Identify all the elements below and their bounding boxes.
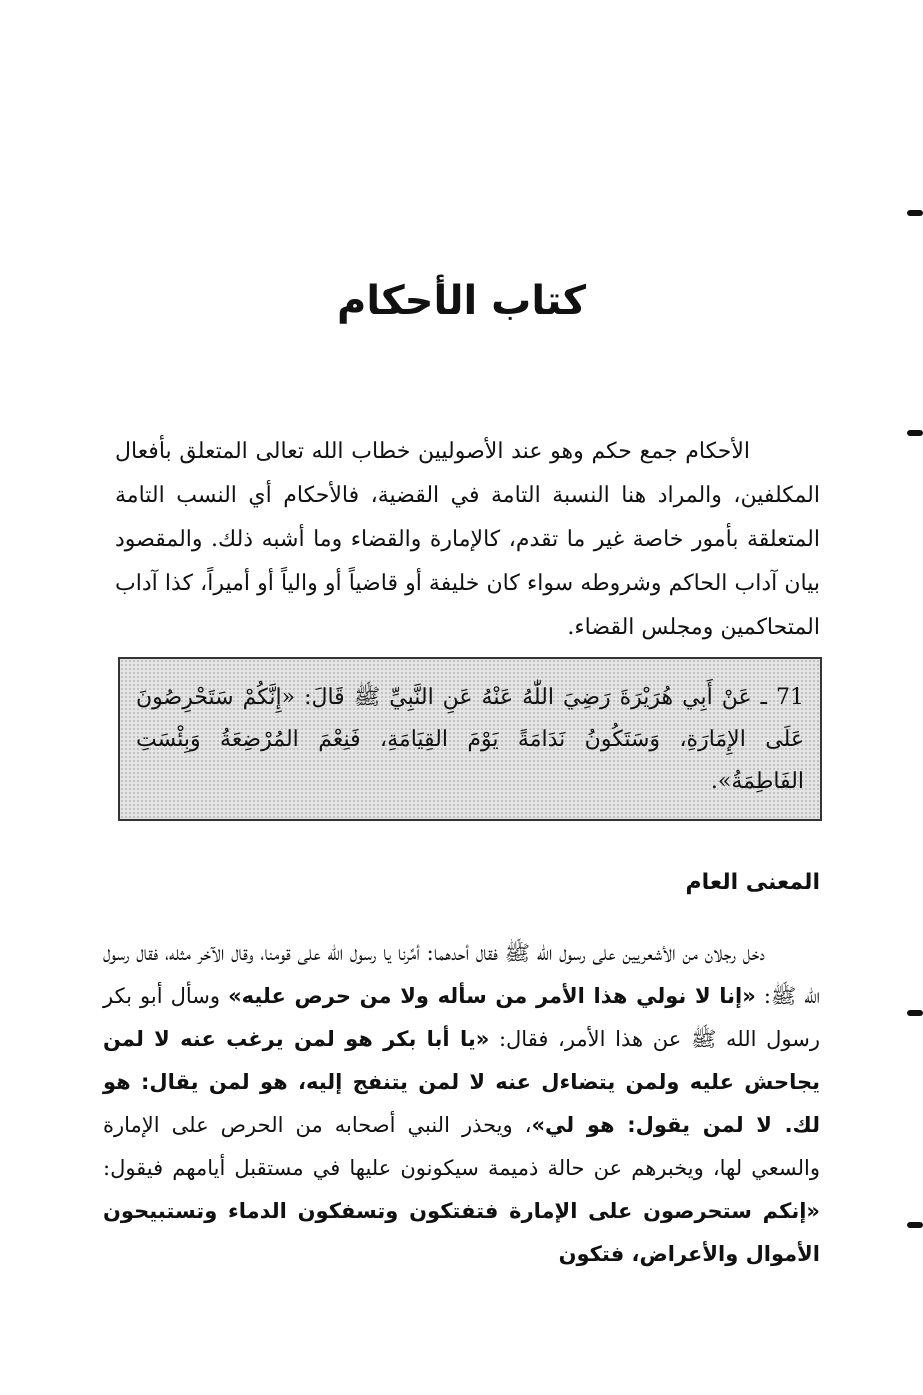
- body-quote: «إنكم ستحرصون على الإمارة فتفتكون وتسفكون الدماء وتستبيحون الأموال والأعراض، فتكون: [103, 1199, 820, 1266]
- hadith-text: 71 ـ عَنْ أَبِي هُرَيْرَةَ رَضِيَ اللّٰهُ عَنْهُ عَنِ النَّبِيِّ ﷺ قَالَ: «إِنَّكُمْ سَتَحْرِصُونَ عَلَى الإِمَارَةِ، وَسَتَكُونُ نَدَامَةً يَوْمَ القِيَامَةِ، فَنِعْمَ المُرْضِعَةُ وَبِئْسَتِ الفَاطِمَةُ».: [136, 685, 804, 794]
- body-segment: دخل رجلان من الأشعريين على رسول الله ﷺ فقال أحدهما: أمِّرنا يا رسول الله على قومنا، وقال الآخر مثله، فقال رسول الله ﷺ:: [103, 941, 820, 1008]
- body-paragraph: [103, 932, 820, 1276]
- margin-mark: [907, 1222, 923, 1228]
- chapter-title: كتاب الأحكام: [337, 278, 586, 324]
- intro-text: الأحكام جمع حكم وهو عند الأصوليين خطاب الله تعالى المتعلق بأفعال المكلفين، والمراد هنا النسبة التامة في القضية، فالأحكام أي النسب التامة المتعلقة بأمور خاصة غير ما تقدم، كالإمارة والقضاء وما أشبه ذلك. والمقصود بيان آداب الحاكم وشروطه سواء كان خليفة أو قاضياً أو والياً أو أميراً، كذا آداب المتحاكمين ومجلس القضاء.: [115, 439, 820, 640]
- section-heading: المعنى العام: [685, 870, 820, 895]
- intro-paragraph: [115, 430, 820, 650]
- margin-mark: [907, 1010, 923, 1016]
- body-text: [103, 932, 820, 1276]
- margin-mark: [907, 430, 923, 436]
- hadith-box: [118, 657, 822, 821]
- body-segment: ، ويحذر النبي أصحابه من الحرص على الإمارة والسعي لها، ويخبرهم عن حالة ذميمة سيكونون عليها في مستقبل أيامهم فيقول:: [103, 1113, 820, 1180]
- body-segment: وسأل أبو بكر رسول الله ﷺ عن هذا الأمر، فقال:: [103, 984, 820, 1051]
- body-quote: «يا أبا بكر هو لمن يرغب عنه لا لمن يجاحش عليه ولمن يتضاءل عنه لا لمن يتنفج إليه، هو لمن يقال: هو لك. لا لمن يقول: هو لي»: [103, 1027, 820, 1137]
- margin-mark: [907, 210, 923, 216]
- body-quote: «إنا لا نولي هذا الأمر من سأله ولا من حرص عليه»: [228, 984, 756, 1008]
